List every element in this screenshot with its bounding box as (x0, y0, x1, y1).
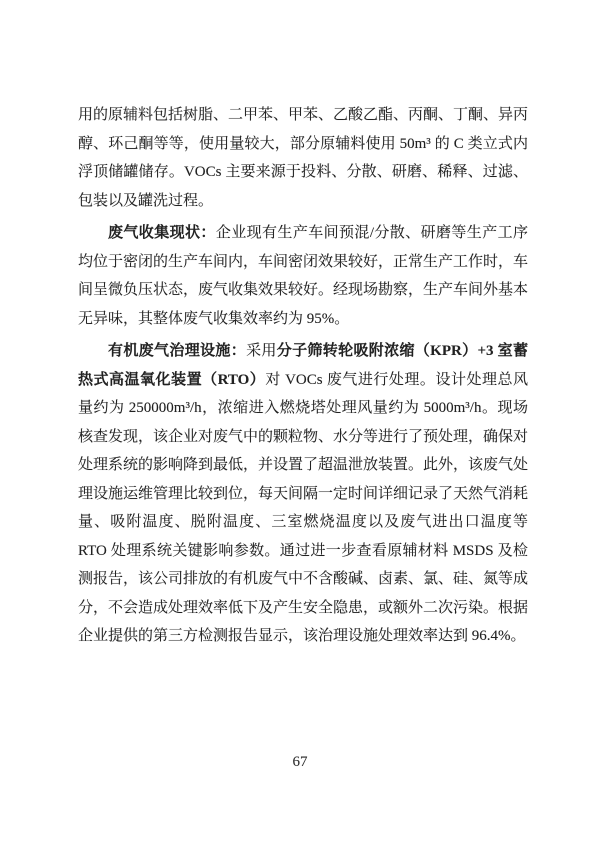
paragraph-text: 采用 (246, 343, 277, 359)
paragraph-bold-label: 废气收集现状： (108, 225, 216, 241)
paragraph-continuation (78, 101, 528, 215)
paragraph-text: 用的原辅料包括树脂、二甲苯、甲苯、乙酸乙酯、丙酮、丁酮、异丙醇、环己酮等等，使用量较大，部分原辅料使用 50m³ 的 C 类立式内浮顶储罐储存。VOCs 主要来源于投料、分散、研磨、稀释、过滤、包装以及罐洗过程。 (78, 107, 529, 209)
paragraph-treatment-facility (78, 337, 528, 651)
paragraph-bold-emphasis: 分子筛转轮吸附浓缩（KPR）+3 室蓄热式高温氧化装置（RTO） (78, 343, 528, 388)
paragraph-text: 企业现有生产车间预混/分散、研磨等生产工序均位于密闭的生产车间内，车间密闭效果较好，正常生产工作时，车间呈微负压状态，废气收集效果较好。经现场勘察，生产车间外基本无异味，其整体废气收集效率约为 95%。 (78, 225, 529, 327)
paragraph-bold-label: 有机废气治理设施： (108, 343, 247, 359)
paragraph-waste-gas-collection-status (78, 219, 528, 333)
page-content (78, 101, 528, 651)
page-number: 67 (292, 754, 308, 770)
paragraph-text: 对 VOCs 废气进行处理。设计处理总风量约为 250000m³/h，浓缩进入燃烧塔处理风量约为 5000m³/h。现场核查发现，该企业对废气中的颗粒物、水分等进行了预处理，确保对处理系统的影响降到最低，并设置了超温泄放装置。此外，该废气处理设施运维管理比较到位，每天间隔一定时间详细记录了天然气消耗量、吸附温度、脱附温度、三室燃烧温度以及废气进出口温度等 RTO 处理系统关键影响参数。通过进一步查看原辅材料 MSDS 及检测报告，该公司排放的有机废气中不含酸碱、卤素、氯、硅、氮等成分，不会造成处理效率低下及产生安全隐患，或额外二次污染。根据企业提供的第三方检测报告显示，该治理设施处理效率达到 96.4%。 (78, 371, 529, 644)
